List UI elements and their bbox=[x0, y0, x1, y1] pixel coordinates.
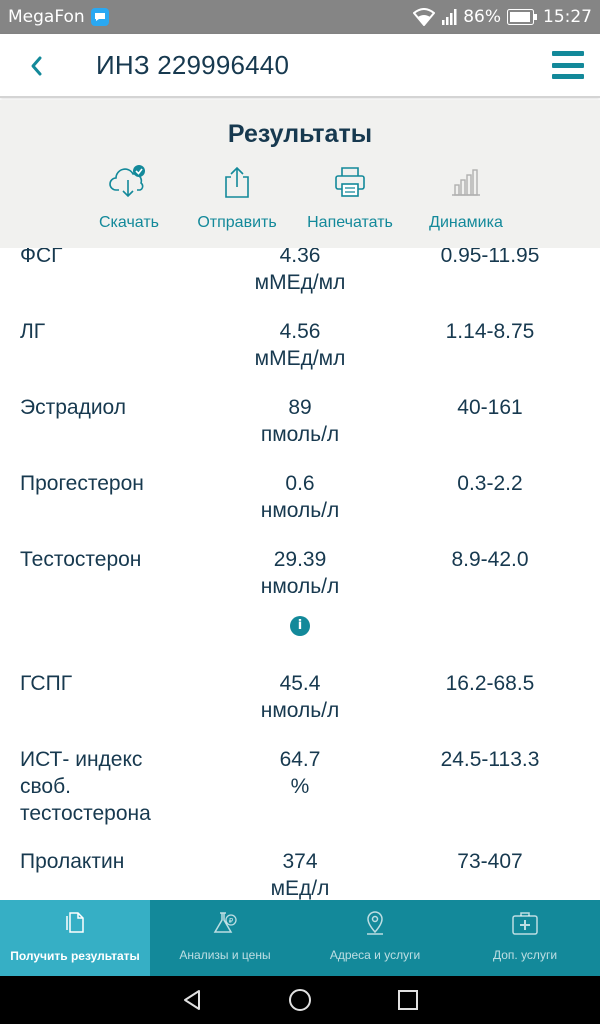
result-unit: мМЕд/мл bbox=[254, 271, 346, 294]
result-number: 29.39 bbox=[273, 548, 327, 571]
result-value bbox=[200, 318, 400, 372]
result-value bbox=[200, 248, 400, 296]
result-name: Тестостерон bbox=[20, 548, 142, 571]
system-navigation-bar bbox=[0, 976, 600, 1024]
result-number: 374 bbox=[282, 850, 318, 873]
result-reference: 1.14-8.75 bbox=[445, 320, 535, 343]
home-circle-icon[interactable] bbox=[288, 988, 312, 1012]
result-name: ГСПГ bbox=[20, 672, 73, 695]
status-bar bbox=[0, 0, 600, 34]
result-number: 89 bbox=[288, 396, 312, 419]
map-pin-icon bbox=[300, 900, 450, 940]
result-number: 4.56 bbox=[279, 320, 321, 343]
hamburger-icon-line bbox=[552, 51, 584, 56]
wifi-icon bbox=[413, 8, 435, 26]
document-icon bbox=[0, 900, 150, 940]
status-left bbox=[0, 7, 109, 27]
bottom-tab-bar bbox=[0, 900, 600, 976]
result-reference: 24.5-113.3 bbox=[440, 748, 540, 771]
result-unit: мЕд/л bbox=[270, 877, 330, 900]
result-reference: 73-407 bbox=[457, 850, 523, 873]
result-value bbox=[200, 670, 400, 724]
results-toolbar bbox=[0, 100, 600, 248]
result-name-line: ИСТ- индекс bbox=[20, 748, 143, 771]
result-name: ЛГ bbox=[20, 320, 46, 343]
result-name: ФСГ bbox=[20, 248, 63, 267]
result-value bbox=[200, 394, 400, 448]
flask-icon bbox=[150, 900, 300, 940]
app-header bbox=[0, 34, 600, 98]
svg-text:₽: ₽ bbox=[228, 917, 234, 925]
clock: 15:27 bbox=[543, 7, 592, 27]
result-name: Эстрадиол bbox=[20, 396, 127, 419]
tab-get-results[interactable] bbox=[0, 900, 150, 976]
battery-percent: 86% bbox=[463, 7, 501, 27]
dynamics-button[interactable] bbox=[411, 162, 521, 232]
result-number: 45.4 bbox=[279, 672, 321, 695]
print-label: Напечатать bbox=[307, 214, 393, 231]
result-value bbox=[200, 546, 400, 600]
tab-analyses-prices[interactable] bbox=[150, 900, 300, 976]
result-name: Прогестерон bbox=[20, 472, 144, 495]
battery-icon bbox=[507, 9, 537, 25]
info-icon[interactable]: i bbox=[290, 616, 310, 636]
back-button[interactable] bbox=[20, 50, 52, 82]
cloud-download-icon bbox=[74, 162, 184, 202]
back-triangle-icon[interactable] bbox=[180, 988, 204, 1012]
result-reference: 16.2-68.5 bbox=[445, 672, 535, 695]
result-name: Пролактин bbox=[20, 850, 125, 873]
result-reference: 0.95-11.95 bbox=[440, 248, 540, 267]
menu-button[interactable] bbox=[552, 48, 584, 82]
hamburger-icon-line bbox=[552, 74, 584, 79]
result-value bbox=[200, 746, 400, 800]
result-name-line: своб. bbox=[20, 775, 71, 798]
hamburger-icon-line bbox=[552, 63, 584, 68]
status-right bbox=[413, 0, 592, 34]
signal-icon bbox=[441, 9, 457, 25]
result-reference: 40-161 bbox=[457, 396, 523, 419]
result-name bbox=[20, 746, 195, 827]
result-reference: 0.3-2.2 bbox=[457, 472, 523, 495]
result-unit: мМЕд/мл bbox=[254, 347, 346, 370]
dynamics-label: Динамика bbox=[429, 214, 503, 231]
tab-label: Получить результаты bbox=[10, 949, 140, 963]
print-button[interactable] bbox=[295, 162, 405, 232]
message-notification-icon bbox=[91, 8, 109, 26]
result-number: 64.7 bbox=[279, 748, 321, 771]
result-unit: нмоль/л bbox=[260, 575, 340, 598]
page-title: ИНЗ 229996440 bbox=[96, 50, 290, 80]
result-unit: нмоль/л bbox=[260, 699, 340, 722]
result-unit: нмоль/л bbox=[260, 499, 340, 522]
send-label: Отправить bbox=[197, 214, 277, 231]
result-value bbox=[200, 848, 400, 900]
medical-kit-icon bbox=[450, 900, 600, 940]
bar-chart-icon bbox=[411, 162, 521, 202]
download-button[interactable] bbox=[74, 162, 184, 232]
chevron-left-icon bbox=[29, 55, 43, 77]
result-unit: пмоль/л bbox=[260, 423, 340, 446]
recents-square-icon[interactable] bbox=[396, 988, 420, 1012]
result-unit: % bbox=[290, 775, 310, 798]
result-reference: 8.9-42.0 bbox=[451, 548, 529, 571]
download-label: Скачать bbox=[99, 214, 159, 231]
tab-extra-services[interactable] bbox=[450, 900, 600, 976]
result-number: 0.6 bbox=[285, 472, 315, 495]
tab-addresses-services[interactable] bbox=[300, 900, 450, 976]
share-upload-icon bbox=[182, 162, 292, 202]
send-button[interactable] bbox=[182, 162, 292, 232]
results-title: Результаты bbox=[227, 120, 373, 148]
result-value bbox=[200, 470, 400, 524]
tab-label: Анализы и цены bbox=[179, 948, 271, 962]
tab-label: Доп. услуги bbox=[492, 948, 558, 962]
printer-icon bbox=[295, 162, 405, 202]
tab-label: Адреса и услуги bbox=[329, 948, 421, 962]
results-list[interactable] bbox=[0, 248, 600, 900]
result-number: 4.36 bbox=[279, 248, 321, 267]
carrier-name: MegaFon bbox=[8, 7, 85, 27]
result-name-line: тестостерона bbox=[20, 802, 151, 825]
